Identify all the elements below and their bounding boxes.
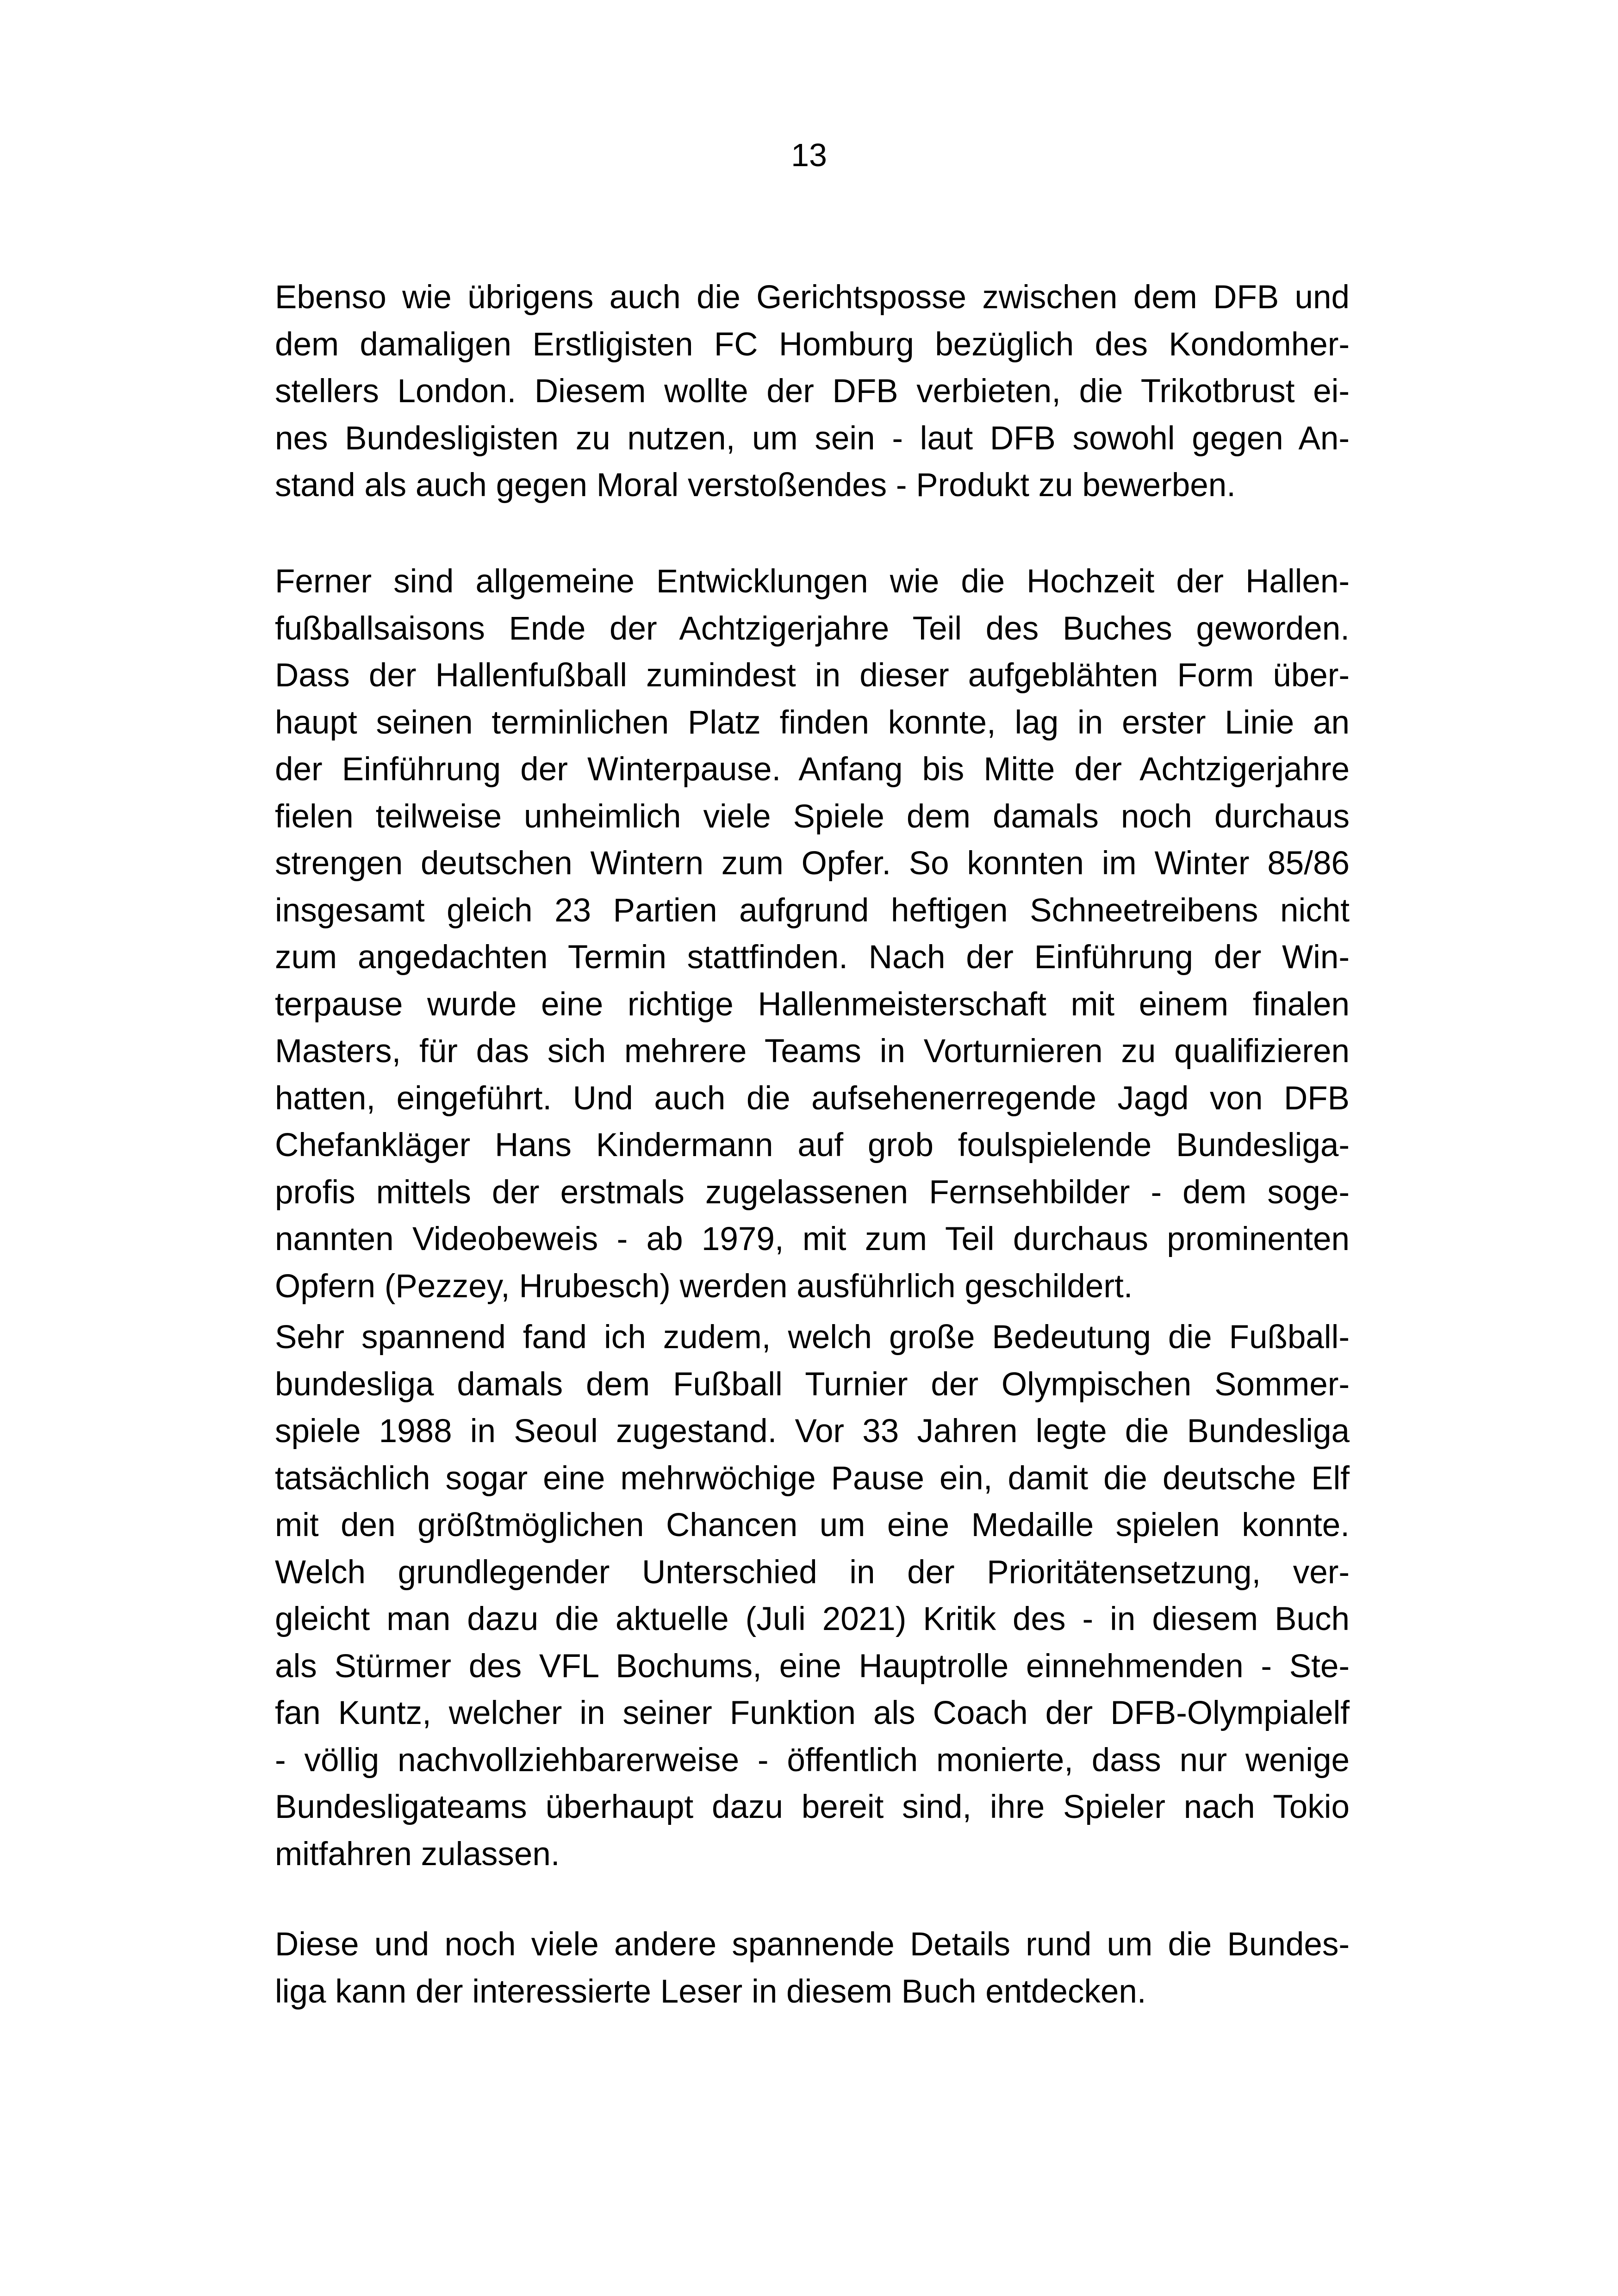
page-number: 13: [791, 137, 827, 173]
text-line: Bundesligateams überhaupt dazu bereit sind, ihre Spieler nach Tokio: [275, 1789, 1350, 1825]
text-line: tatsächlich sogar eine mehrwöchige Pause ein, damit die deutsche Elf: [275, 1460, 1350, 1497]
text-line: fielen teilweise unheimlich viele Spiele dem damals noch durchaus: [275, 798, 1350, 835]
text-line: Ferner sind allgemeine Entwicklungen wie die Hochzeit der Hallen-: [275, 563, 1350, 600]
text-line: stellers London. Diesem wollte der DFB verbieten, die Trikotbrust ei-: [275, 373, 1350, 410]
text-line: liga kann der interessierte Leser in diesem Buch entdecken.: [275, 1973, 1146, 2010]
text-line: strengen deutschen Wintern zum Opfer. So konnten im Winter 85/86: [275, 845, 1350, 882]
text-line: profis mittels der erstmals zugelassenen Fernsehbilder - dem soge-: [275, 1174, 1350, 1211]
text-line: Opfern (Pezzey, Hrubesch) werden ausführlich geschildert.: [275, 1268, 1133, 1305]
text-line: zum angedachten Termin stattfinden. Nach der Einführung der Win-: [275, 939, 1350, 976]
text-line: nannten Videobeweis - ab 1979, mit zum Teil durchaus prominenten: [275, 1221, 1350, 1257]
text-line: Ebenso wie übrigens auch die Gerichtsposse zwischen dem DFB und: [275, 279, 1350, 316]
paragraph-2: [275, 558, 1350, 1310]
text-line: stand als auch gegen Moral verstoßendes - Produkt zu bewerben.: [275, 467, 1236, 504]
text-line: mit den größtmöglichen Chancen um eine Medaille spielen konnte.: [275, 1507, 1350, 1543]
paragraph-3: [275, 1314, 1350, 1878]
text-line: terpause wurde eine richtige Hallenmeisterschaft mit einem finalen: [275, 986, 1350, 1023]
text-line: bundesliga damals dem Fußball Turnier der Olympischen Sommer-: [275, 1366, 1350, 1403]
paragraph-1: [275, 274, 1350, 509]
text-line: Welch grundlegender Unterschied in der Prioritätensetzung, ver-: [275, 1554, 1350, 1591]
text-line: Chefankläger Hans Kindermann auf grob foulspielende Bundesliga-: [275, 1127, 1350, 1164]
text-line: nes Bundesligisten zu nutzen, um sein - laut DFB sowohl gegen An-: [275, 420, 1350, 457]
text-line: mitfahren zulassen.: [275, 1836, 560, 1873]
text-line: - völlig nachvollziehbarerweise - öffentlich monierte, dass nur wenige: [275, 1742, 1350, 1779]
text-line: fußballsaisons Ende der Achtzigerjahre Teil des Buches geworden.: [275, 610, 1350, 647]
text-line: dem damaligen Erstligisten FC Homburg bezüglich des Kondomher-: [275, 326, 1350, 363]
text-line: gleicht man dazu die aktuelle (Juli 2021) Kritik des - in diesem Buch: [275, 1601, 1350, 1637]
text-line: spiele 1988 in Seoul zugestand. Vor 33 Jahren legte die Bundesliga: [275, 1413, 1350, 1450]
text-line: der Einführung der Winterpause. Anfang bis Mitte der Achtzigerjahre: [275, 751, 1350, 788]
text-line: als Stürmer des VFL Bochums, eine Hauptrolle einnehmenden - Ste-: [275, 1648, 1350, 1685]
text-line: Dass der Hallenfußball zumindest in dieser aufgeblähten Form über-: [275, 657, 1350, 694]
text-line: hatten, eingeführt. Und auch die aufsehenerregende Jagd von DFB: [275, 1080, 1350, 1117]
paragraph-4: [275, 1921, 1350, 2015]
text-line: Masters, für das sich mehrere Teams in Vorturnieren zu qualifizieren: [275, 1033, 1350, 1070]
text-line: fan Kuntz, welcher in seiner Funktion als Coach der DFB-Olympialelf: [275, 1695, 1350, 1731]
text-line: Diese und noch viele andere spannende Details rund um die Bundes-: [275, 1926, 1350, 1963]
text-line: Sehr spannend fand ich zudem, welch große Bedeutung die Fußball-: [275, 1319, 1350, 1356]
text-line: insgesamt gleich 23 Partien aufgrund heftigen Schneetreibens nicht: [275, 892, 1350, 929]
text-line: haupt seinen terminlichen Platz finden konnte, lag in erster Linie an: [275, 704, 1350, 741]
